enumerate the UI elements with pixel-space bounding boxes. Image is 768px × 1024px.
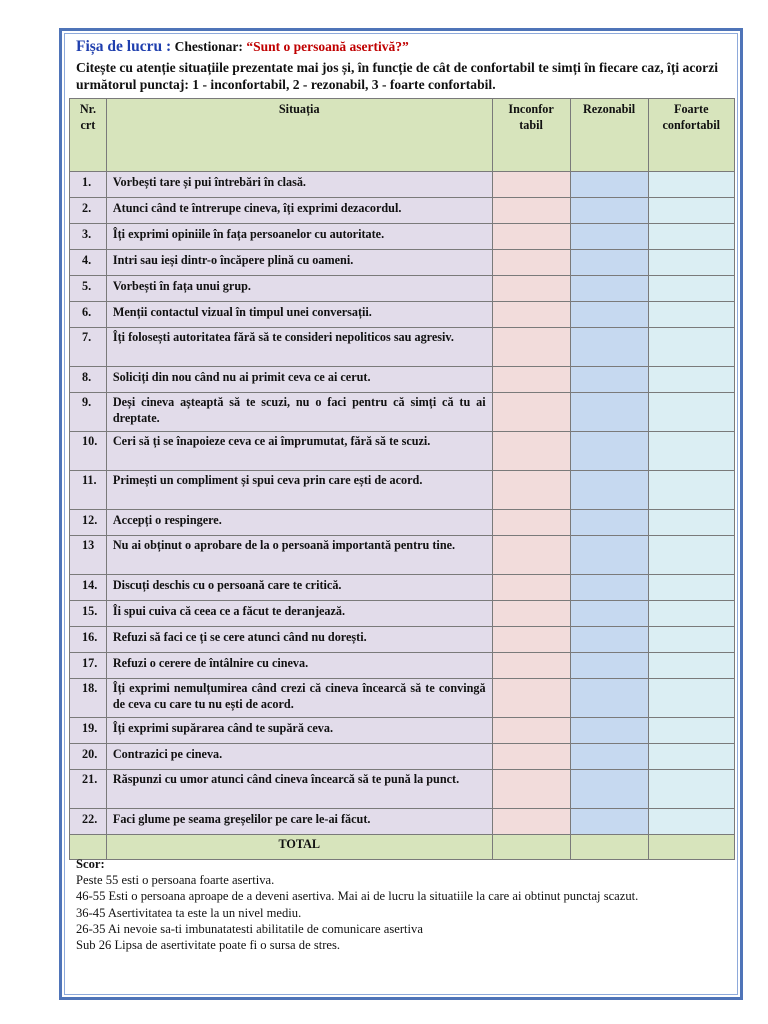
inconfortabil-cell[interactable] <box>492 432 570 471</box>
table-row <box>70 393 735 432</box>
foarte-confortabil-cell[interactable] <box>648 328 734 367</box>
rezonabil-cell[interactable] <box>570 510 648 536</box>
situation-text: Menții contactul vizual în timpul unei conversații. <box>106 302 492 328</box>
row-number: 22. <box>70 809 107 835</box>
situation-text: Discuți deschis cu o persoană care te critică. <box>106 575 492 601</box>
situation-text: Îți exprimi nemulțumirea când crezi că cineva încearcă să te convingă de ceva cu care tu nu ești de acord. <box>106 679 492 718</box>
inconfortabil-cell[interactable] <box>492 302 570 328</box>
table-row <box>70 653 735 679</box>
rezonabil-cell[interactable] <box>570 536 648 575</box>
questionnaire-table <box>69 98 735 860</box>
row-number: 18. <box>70 679 107 718</box>
row-number: 5. <box>70 276 107 302</box>
rezonabil-cell[interactable] <box>570 393 648 432</box>
score-line: Sub 26 Lipsa de asertivitate poate fi o sursa de stres. <box>76 938 341 953</box>
inconfortabil-cell[interactable] <box>492 770 570 809</box>
score-line: 36-45 Asertivitatea ta este la un nivel mediu. <box>76 905 302 920</box>
questionnaire-title: “Sunt o persoană asertivă?” <box>246 39 409 54</box>
inconfortabil-cell[interactable] <box>492 575 570 601</box>
situation-text: Ceri să ți se înapoieze ceva ce ai împrumutat, fără să te scuzi. <box>106 432 492 471</box>
rezonabil-cell[interactable] <box>570 172 648 198</box>
situation-text: Refuzi să faci ce ți se cere atunci când nu dorești. <box>106 627 492 653</box>
row-number: 6. <box>70 302 107 328</box>
foarte-confortabil-cell[interactable] <box>648 679 734 718</box>
foarte-confortabil-cell[interactable] <box>648 744 734 770</box>
rezonabil-cell[interactable] <box>570 679 648 718</box>
table-row <box>70 471 735 510</box>
situation-text: Îți exprimi supărarea când te supără ceva. <box>106 718 492 744</box>
inconfortabil-cell[interactable] <box>492 601 570 627</box>
rezonabil-cell[interactable] <box>570 302 648 328</box>
situation-text: Răspunzi cu umor atunci când cineva încearcă să te pună la punct. <box>106 770 492 809</box>
situation-text: Contrazici pe cineva. <box>106 744 492 770</box>
foarte-confortabil-cell[interactable] <box>648 809 734 835</box>
table-row <box>70 601 735 627</box>
inconfortabil-cell[interactable] <box>492 536 570 575</box>
table-row <box>70 198 735 224</box>
situation-text: Îi spui cuiva că ceea ce a făcut te deranjează. <box>106 601 492 627</box>
rezonabil-cell[interactable] <box>570 367 648 393</box>
row-number: 11. <box>70 471 107 510</box>
situation-text: Nu ai obținut o aprobare de la o persoană importantă pentru tine. <box>106 536 492 575</box>
table-row <box>70 172 735 198</box>
row-number: 20. <box>70 744 107 770</box>
situation-text: Accepți o respingere. <box>106 510 492 536</box>
total-label: TOTAL <box>106 835 492 860</box>
inconfortabil-cell[interactable] <box>492 198 570 224</box>
inconfortabil-cell[interactable] <box>492 471 570 510</box>
foarte-confortabil-cell[interactable] <box>648 302 734 328</box>
situation-text: Vorbești în fața unui grup. <box>106 276 492 302</box>
inconfortabil-cell[interactable] <box>492 627 570 653</box>
score-title: Scor: <box>76 857 105 871</box>
title-line <box>76 38 736 57</box>
foarte-confortabil-cell[interactable] <box>648 653 734 679</box>
situation-text: Îți folosești autoritatea fără să te consideri nepoliticos sau agresiv. <box>106 328 492 367</box>
row-number: 9. <box>70 393 107 432</box>
rezonabil-cell[interactable] <box>570 432 648 471</box>
header-situation: Situația <box>106 99 492 172</box>
score-lines <box>76 872 726 953</box>
rezonabil-cell[interactable] <box>570 770 648 809</box>
inconfortabil-cell[interactable] <box>492 809 570 835</box>
table-row <box>70 809 735 835</box>
table-row <box>70 575 735 601</box>
row-number: 16. <box>70 627 107 653</box>
row-number: 4. <box>70 250 107 276</box>
foarte-confortabil-cell[interactable] <box>648 198 734 224</box>
row-number: 8. <box>70 367 107 393</box>
foarte-confortabil-cell[interactable] <box>648 367 734 393</box>
rezonabil-cell[interactable] <box>570 809 648 835</box>
score-line: 46-55 Esti o persoana aproape de a deveni asertiva. Mai ai de lucru la situatiile la care ai obtinut punctaj scazut. <box>76 889 639 904</box>
foarte-confortabil-cell[interactable] <box>648 393 734 432</box>
worksheet-header <box>76 38 736 93</box>
table-header-row <box>70 99 735 172</box>
table-row <box>70 276 735 302</box>
rezonabil-cell[interactable] <box>570 601 648 627</box>
situation-text: Refuzi o cerere de întâlnire cu cineva. <box>106 653 492 679</box>
row-number: 15. <box>70 601 107 627</box>
situation-text: Vorbești tare și pui întrebări în clasă. <box>106 172 492 198</box>
rezonabil-cell[interactable] <box>570 328 648 367</box>
rezonabil-cell[interactable] <box>570 575 648 601</box>
row-number: 1. <box>70 172 107 198</box>
rezonabil-cell[interactable] <box>570 276 648 302</box>
header-rezonabil: Rezonabil <box>570 99 648 172</box>
foarte-confortabil-cell[interactable] <box>648 250 734 276</box>
table-row <box>70 679 735 718</box>
foarte-confortabil-cell[interactable] <box>648 770 734 809</box>
inconfortabil-cell[interactable] <box>492 172 570 198</box>
header-nr: Nr. crt <box>70 99 107 172</box>
row-number: 2. <box>70 198 107 224</box>
row-number: 3. <box>70 224 107 250</box>
inconfortabil-cell[interactable] <box>492 510 570 536</box>
worksheet-title: Fișa de lucru : <box>76 38 172 55</box>
table-row <box>70 744 735 770</box>
row-number: 12. <box>70 510 107 536</box>
foarte-confortabil-cell[interactable] <box>648 172 734 198</box>
row-number: 10. <box>70 432 107 471</box>
table-row <box>70 718 735 744</box>
foarte-confortabil-cell[interactable] <box>648 471 734 510</box>
score-section <box>76 856 726 953</box>
rezonabil-cell[interactable] <box>570 653 648 679</box>
table-body <box>70 172 735 835</box>
table-row <box>70 536 735 575</box>
rezonabil-cell[interactable] <box>570 198 648 224</box>
row-number: 21. <box>70 770 107 809</box>
foarte-confortabil-cell[interactable] <box>648 224 734 250</box>
inconfortabil-cell[interactable] <box>492 328 570 367</box>
situation-text: Deși cineva așteaptă să te scuzi, nu o faci pentru că simți că tu ai dreptate. <box>106 393 492 432</box>
table-row <box>70 770 735 809</box>
rezonabil-cell[interactable] <box>570 250 648 276</box>
table-row <box>70 367 735 393</box>
table-row <box>70 328 735 367</box>
table-row <box>70 627 735 653</box>
table-row <box>70 510 735 536</box>
rezonabil-cell[interactable] <box>570 627 648 653</box>
row-number: 19. <box>70 718 107 744</box>
foarte-confortabil-cell[interactable] <box>648 575 734 601</box>
foarte-confortabil-cell[interactable] <box>648 718 734 744</box>
foarte-confortabil-cell[interactable] <box>648 627 734 653</box>
foarte-confortabil-cell[interactable] <box>648 536 734 575</box>
row-number: 14. <box>70 575 107 601</box>
inconfortabil-cell[interactable] <box>492 679 570 718</box>
row-number: 17. <box>70 653 107 679</box>
inconfortabil-cell[interactable] <box>492 718 570 744</box>
inconfortabil-cell[interactable] <box>492 250 570 276</box>
table-row <box>70 302 735 328</box>
instructions: Citește cu atenție situațiile prezentate mai jos și, în funcție de cât de confortabil te simți în fiecare caz, îți acorzi următorul punctaj: 1 - inconfortabil, 2 - rezonabil, 3 - foarte confortabil. <box>76 60 719 92</box>
situation-text: Intri sau ieși dintr-o încăpere plină cu oameni. <box>106 250 492 276</box>
rezonabil-cell[interactable] <box>570 471 648 510</box>
situation-text: Atunci când te întrerupe cineva, îți exprimi dezacordul. <box>106 198 492 224</box>
foarte-confortabil-cell[interactable] <box>648 601 734 627</box>
situation-text: Soliciți din nou când nu ai primit ceva ce ai cerut. <box>106 367 492 393</box>
header-foarte-confortabil: Foarte confortabil <box>648 99 734 172</box>
inconfortabil-cell[interactable] <box>492 393 570 432</box>
inconfortabil-cell[interactable] <box>492 653 570 679</box>
foarte-confortabil-cell[interactable] <box>648 432 734 471</box>
header-inconfortabil: Inconfor tabil <box>492 99 570 172</box>
table-row <box>70 224 735 250</box>
inconfortabil-cell[interactable] <box>492 224 570 250</box>
inconfortabil-cell[interactable] <box>492 744 570 770</box>
rezonabil-cell[interactable] <box>570 718 648 744</box>
questionnaire-label: Chestionar: <box>174 39 243 54</box>
situation-text: Faci glume pe seama greșelilor pe care le-ai făcut. <box>106 809 492 835</box>
inconfortabil-cell[interactable] <box>492 367 570 393</box>
rezonabil-cell[interactable] <box>570 224 648 250</box>
table-row <box>70 250 735 276</box>
rezonabil-cell[interactable] <box>570 744 648 770</box>
score-line: Peste 55 esti o persoana foarte asertiva. <box>76 873 275 888</box>
situation-text: Primești un compliment și spui ceva prin care ești de acord. <box>106 471 492 510</box>
table-row <box>70 432 735 471</box>
situation-text: Îți exprimi opiniile în fața persoanelor cu autoritate. <box>106 224 492 250</box>
row-number: 7. <box>70 328 107 367</box>
foarte-confortabil-cell[interactable] <box>648 510 734 536</box>
score-line: 26-35 Ai nevoie sa-ti imbunatatesti abilitatile de comunicare asertiva <box>76 921 423 936</box>
row-number: 13 <box>70 536 107 575</box>
inconfortabil-cell[interactable] <box>492 276 570 302</box>
foarte-confortabil-cell[interactable] <box>648 276 734 302</box>
